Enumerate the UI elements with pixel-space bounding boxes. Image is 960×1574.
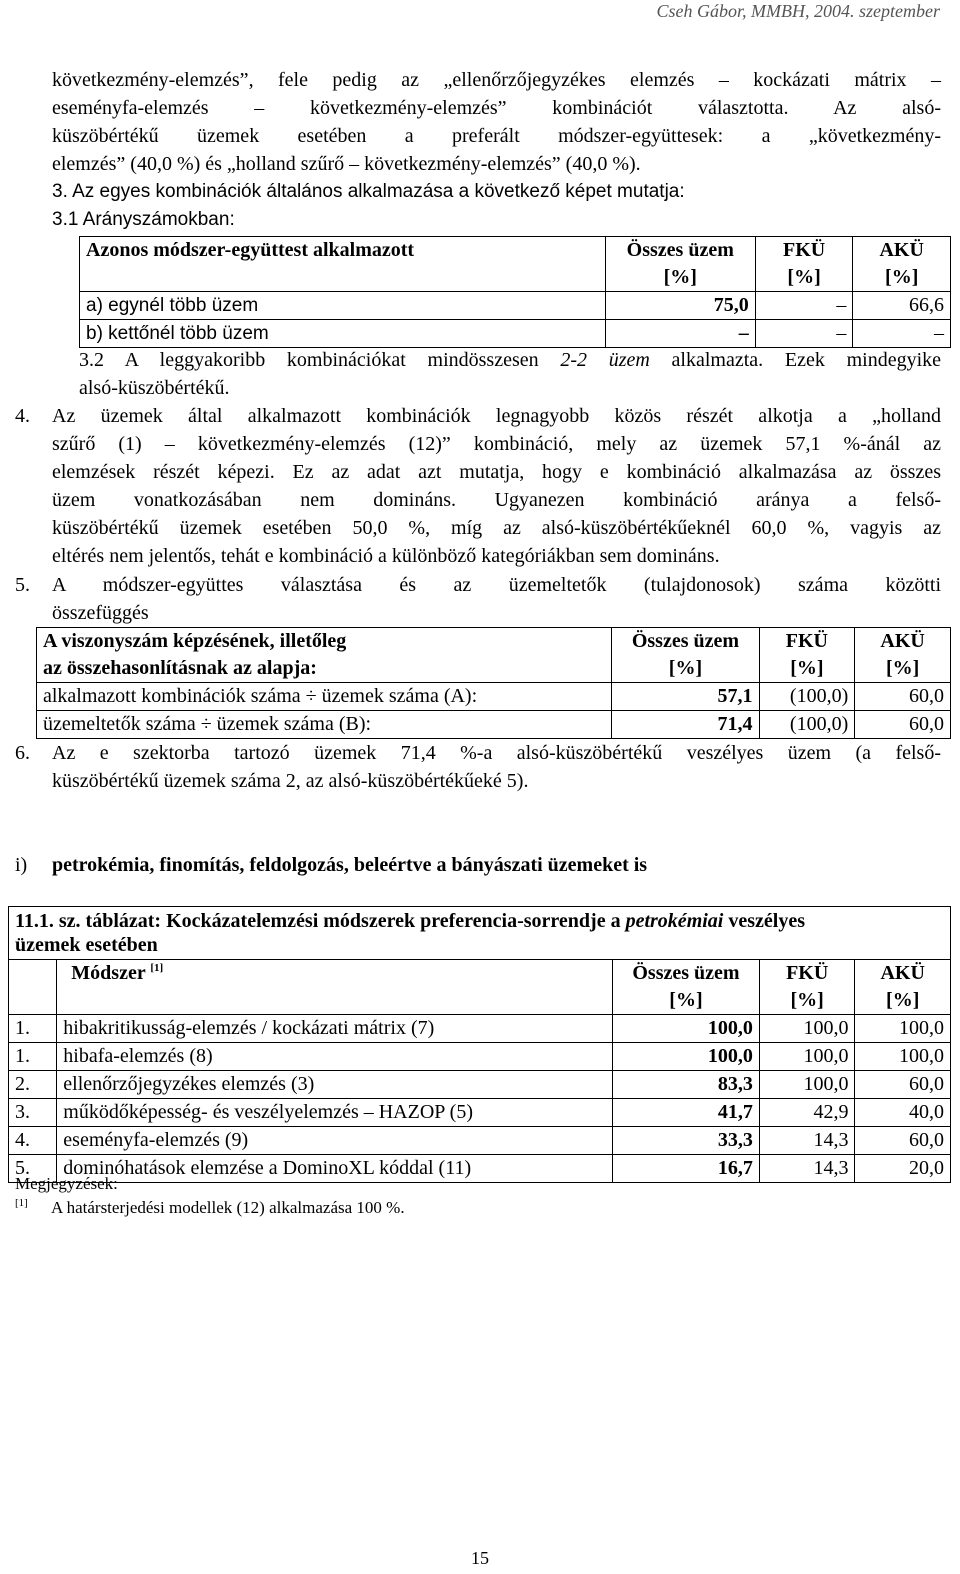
item-4-line: elemzések részét képezi. Ez az adat azt mutatja, hogy e kombináció alkalmazása az összes xyxy=(52,461,941,483)
row-label: üzemeltetők száma ÷ üzemek száma (B): xyxy=(37,711,612,739)
col-head-aku xyxy=(853,237,951,292)
col-head-unit: [%] xyxy=(886,989,920,1011)
cell-aku: 40,0 xyxy=(855,1099,951,1127)
table-row xyxy=(37,683,951,711)
note-text: A határsterjedési modellek (12) alkalmazása 100 %. xyxy=(51,1198,405,1217)
cell-fku: – xyxy=(755,292,853,320)
cell-total: 33,3 xyxy=(613,1127,760,1155)
running-header: Cseh Gábor, MMBH, 2004. szeptember xyxy=(656,1,940,21)
col-head-method-set: Azonos módszer-együttest alkalmazott xyxy=(80,237,606,292)
item-3-2 xyxy=(79,346,941,402)
note-item xyxy=(15,1196,405,1220)
caption-run-italic: petrokémiai xyxy=(625,910,724,932)
cell-fku: – xyxy=(755,320,853,348)
cell-total: 16,7 xyxy=(613,1155,760,1183)
table-header-row xyxy=(37,628,951,683)
table-row xyxy=(80,292,951,320)
table-row xyxy=(9,1127,951,1155)
item-number: 3. xyxy=(52,181,68,202)
item-4-line: Az üzemek által alkalmazott kombinációk legnagyobb közös részét alkotja a „holland xyxy=(52,405,941,427)
item-6-line: Az e szektorba tartozó üzemek 71,4 %-a alsó-küszöbértékű veszélyes üzem (a felső- xyxy=(52,742,941,764)
item-4-line: eltérés nem jelentős, tehát e kombináció a különböző kategóriákban sem domináns. xyxy=(52,545,720,567)
col-head-label: AKÜ xyxy=(880,630,925,652)
item-5 xyxy=(15,571,941,627)
item-6-line: küszöbértékű üzemek száma 2, az alsó-küszöbértékűeké 5). xyxy=(52,770,529,792)
caption-run: 11.1. sz. táblázat: Kockázatelemzési módszerek preferencia-sorrendje a xyxy=(15,910,626,932)
item-4 xyxy=(15,402,941,570)
cell-fku: 100,0 xyxy=(759,1015,855,1043)
cell-aku: 100,0 xyxy=(855,1043,951,1071)
col-head-unit: [%] xyxy=(787,266,821,288)
cell-fku: 14,3 xyxy=(759,1127,855,1155)
table-row xyxy=(9,1015,951,1043)
text-run-italic: 2-2 üzem xyxy=(560,349,650,371)
table-row xyxy=(80,320,951,348)
cell-method: ellenőrzőjegyzékes elemzés (3) xyxy=(57,1071,613,1099)
col-head-label: Összes üzem xyxy=(626,239,734,261)
row-label: b) kettőnél több üzem xyxy=(80,320,606,348)
col-head-label: Összes üzem xyxy=(631,630,740,652)
cell-total: 71,4 xyxy=(612,711,759,739)
cell-total: 41,7 xyxy=(613,1099,760,1127)
col-head-total xyxy=(612,628,759,683)
cell-aku: 60,0 xyxy=(855,1127,951,1155)
col-head-total xyxy=(605,237,755,292)
section-heading xyxy=(15,851,945,879)
item-number: 4. xyxy=(15,405,30,427)
cell-total: – xyxy=(605,320,755,348)
table-header-row xyxy=(80,237,951,292)
col-head-unit: [%] xyxy=(790,657,824,679)
row-label: alkalmazott kombinációk száma ÷ üzemek száma (A): xyxy=(37,683,612,711)
item-5-line: A módszer-együttes választása és az üzemeltetők (tulajdonosok) száma közötti xyxy=(52,574,941,596)
col-head-method xyxy=(57,960,613,1015)
col-head-unit: [%] xyxy=(885,657,920,679)
table-row xyxy=(9,1071,951,1099)
cell-method: hibafa-elemzés (8) xyxy=(57,1043,613,1071)
cell-fku: 14,3 xyxy=(759,1155,855,1183)
cell-rank: 1. xyxy=(9,1015,57,1043)
col-head-aku xyxy=(855,960,951,1015)
col-head-aku xyxy=(855,628,951,683)
col-head-line: A viszonyszám képzésének, illetőleg xyxy=(43,630,347,652)
item-3-2-line: alsó-küszöbértékű. xyxy=(79,377,230,399)
page-number: 15 xyxy=(471,1548,489,1568)
item-text: Az egyes kombinációk általános alkalmazása a következő képet mutatja: xyxy=(72,181,685,202)
cell-rank: 5. xyxy=(9,1155,57,1183)
cell-total: 100,0 xyxy=(613,1043,760,1071)
col-head-unit: [%] xyxy=(885,266,919,288)
col-head-unit: [%] xyxy=(663,266,697,288)
cell-rank: 4. xyxy=(9,1127,57,1155)
cell-rank: 1. xyxy=(9,1043,57,1071)
col-head-rank xyxy=(9,960,57,1015)
caption-line: üzemek esetében xyxy=(15,934,158,956)
intro-paragraph xyxy=(52,66,941,178)
notes-title: Megjegyzések: xyxy=(15,1174,118,1193)
intro-line: küszöbértékű üzemek esetében a preferált módszer-együttesek: a „következmény- xyxy=(52,125,941,147)
intro-line: elemzés” (40,0 %) és „holland szűrő – következmény-elemzés” (40,0 %). xyxy=(52,153,641,175)
cell-fku: 42,9 xyxy=(759,1099,855,1127)
cell-aku: – xyxy=(853,320,951,348)
cell-rank: 3. xyxy=(9,1099,57,1127)
col-head-label: FKÜ xyxy=(786,962,829,984)
cell-method: hibakritikusság-elemzés / kockázati mátrix (7) xyxy=(57,1015,613,1043)
col-head-fku xyxy=(755,237,853,292)
col-head-label: Összes üzem xyxy=(632,962,740,984)
cell-rank: 2. xyxy=(9,1071,57,1099)
col-head-label: Módszer xyxy=(71,962,146,984)
section-title: petrokémia, finomítás, feldolgozás, beleértve a bányászati üzemeket is xyxy=(52,854,648,876)
cell-total: 100,0 xyxy=(613,1015,760,1043)
col-head-line: az összehasonlításnak az alapja: xyxy=(43,657,317,679)
col-head-unit: [%] xyxy=(790,989,824,1011)
item-4-line: küszöbértékű üzemek esetében 50,0 %, míg az alsó-küszöbértékűeknél 60,0 %, vagyis az xyxy=(52,517,941,539)
cell-total: 57,1 xyxy=(612,683,759,711)
col-head-label: AKÜ xyxy=(879,239,924,261)
item-number: 6. xyxy=(15,742,30,764)
item-4-line: szűrő (1) – következmény-elemzés (12)” kombináció, mely az üzemek 57,1 %-ánál az xyxy=(52,433,941,455)
col-head-label: FKÜ xyxy=(782,239,826,261)
intro-line: következmény-elemzés”, fele pedig az „ellenőrzőjegyzékes elemzés – kockázati mátrix – xyxy=(52,69,941,91)
item-3-1: 3.1 Arányszámokban: xyxy=(52,209,235,230)
footnote-marker: [1] xyxy=(15,1197,28,1209)
col-head-unit: [%] xyxy=(668,657,703,679)
col-head-fku xyxy=(759,628,855,683)
cell-fku: 100,0 xyxy=(759,1071,855,1099)
cell-method: működőképesség- és veszélyelemzés – HAZOP (5) xyxy=(57,1099,613,1127)
caption-run: veszélyes xyxy=(723,910,805,932)
table-row xyxy=(37,711,951,739)
item-5-line: összefüggés xyxy=(52,602,149,624)
cell-fku: (100,0) xyxy=(759,683,855,711)
table-row xyxy=(9,1099,951,1127)
col-head-total xyxy=(613,960,760,1015)
cell-aku: 60,0 xyxy=(855,711,951,739)
table-same-method-set xyxy=(79,236,951,348)
section-marker: i) xyxy=(15,854,28,876)
cell-aku: 20,0 xyxy=(855,1155,951,1183)
col-head-label: FKÜ xyxy=(785,630,828,652)
item-3-2-line xyxy=(79,346,941,374)
intro-line: eseményfa-elemzés – következmény-elemzés” kombinációt választotta. Az alsó- xyxy=(52,97,941,119)
table-ratio-basis xyxy=(36,627,951,739)
cell-aku: 60,0 xyxy=(855,683,951,711)
cell-aku: 60,0 xyxy=(855,1071,951,1099)
cell-fku: 100,0 xyxy=(759,1043,855,1071)
table-header-row xyxy=(9,960,951,1015)
cell-total: 75,0 xyxy=(605,292,755,320)
item-4-line: üzem vonatkozásában nem domináns. Ugyanezen kombináció aránya a felső- xyxy=(52,489,941,511)
col-head-basis xyxy=(37,628,612,683)
cell-method: eseményfa-elemzés (9) xyxy=(57,1127,613,1155)
item-6 xyxy=(15,739,941,795)
cell-total: 83,3 xyxy=(613,1071,760,1099)
notes xyxy=(15,1172,405,1220)
cell-method: dominóhatások elemzése a DominoXL kóddal (11) xyxy=(57,1155,613,1183)
table-caption xyxy=(9,907,951,960)
cell-aku: 66,6 xyxy=(853,292,951,320)
item-number: 5. xyxy=(15,574,30,596)
table-method-preference xyxy=(8,906,951,1183)
cell-fku: (100,0) xyxy=(759,711,855,739)
col-head-fku xyxy=(759,960,855,1015)
footnote-ref: [1] xyxy=(150,962,164,974)
text-run: 3.2 A leggyakoribb kombinációkat mindösszesen xyxy=(79,349,561,371)
col-head-label: AKÜ xyxy=(880,962,925,984)
item-3 xyxy=(52,178,941,206)
table-row xyxy=(9,1043,951,1071)
col-head-unit: [%] xyxy=(669,989,703,1011)
row-label: a) egynél több üzem xyxy=(80,292,606,320)
text-run: alkalmazta. Ezek mindegyike xyxy=(649,349,942,371)
cell-aku: 100,0 xyxy=(855,1015,951,1043)
table-caption-row xyxy=(9,907,951,960)
